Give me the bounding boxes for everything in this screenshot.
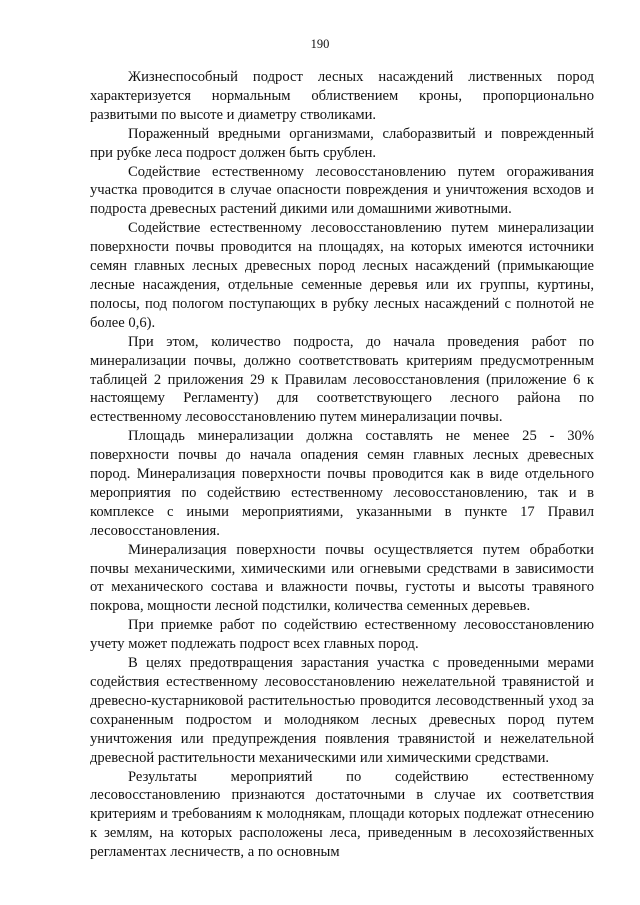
paragraph-6: Площадь минерализации должна составлять не менее 25 - 30% поверхности почвы до начала опадения семян главных лесных древесных пород. Минерализация поверхности почвы проводится как в виде отдельного мероприятия по содействию естественному лесовосстановлению, так и в комплексе с иными мероприятиями, указанными в пункте 17 Правил лесовосстановления. — [90, 428, 594, 539]
paragraph-4: Содействие естественному лесовосстановлению путем минерализации поверхности почвы проводится на площадях, на которых имеются источники семян главных лесных древесных пород лесных насаждений (примыкающие лесные насаждения, отдельные семенные деревья или их группы, куртины, полосы, под пологом поступающих в рубку лесных насаждений с полнотой не более 0,6). — [90, 220, 594, 331]
paragraph-5: При этом, количество подроста, до начала проведения работ по минерализации почвы, должно соответствовать критериям предусмотренным таблицей 2 приложения 29 к Правилам лесовосстановления (приложение 6 к настоящему Регламенту) для соответствующего лесного района по естественному лесовосстановлению путем минерализации почвы. — [90, 333, 594, 426]
paragraph-7: Минерализация поверхности почвы осуществляется путем обработки почвы механическими, химическими или огневыми средствами в зависимости от механического состава и влажности почвы, густоты и высоты травяного покрова, мощности лесной подстилки, количества семенных деревьев. — [90, 541, 594, 615]
paragraph-8: При приемке работ по содействию естественному лесовосстановлению учету может подлежать подрост всех главных пород. — [90, 617, 594, 653]
page-number: 190 — [310, 37, 330, 51]
paragraph-1: Жизнеспособный подрост лесных насаждений лиственных пород характеризуется нормальным облиствением кроны, пропорционально развитыми по высоте и диаметру стволиками. — [90, 69, 594, 123]
body-text — [90, 68, 594, 862]
paragraph-3: Содействие естественному лесовосстановлению путем огораживания участка проводится в случае опасности повреждения и уничтожения всходов и подроста древесных растений дикими или домашними животными. — [90, 163, 594, 218]
paragraph-2: Пораженный вредными организмами, слаборазвитый и поврежденный при рубке леса подрост должен быть срублен. — [90, 125, 594, 161]
paragraph-9: В целях предотвращения зарастания участка с проведенными мерами содействия естественному лесовосстановлению нежелательной травянистой и древесно-кустарниковой растительностью проводится лесоводственный уход за сохраненным подростом и молодняком лесных древесных пород путем уничтожения или предупреждения появления травянистой и нежелательной древесной растительности механическими или химическими средствами. — [90, 655, 594, 766]
paragraph-10: Результаты мероприятий по содействию естественному лесовосстановлению признаются достаточными в случае их соответствия критериям и требованиям к молоднякам, площади которых подлежат отнесению к землям, на которых расположены леса, приведенным в лесохозяйственных регламентах лесничеств, а по основным — [90, 768, 594, 861]
